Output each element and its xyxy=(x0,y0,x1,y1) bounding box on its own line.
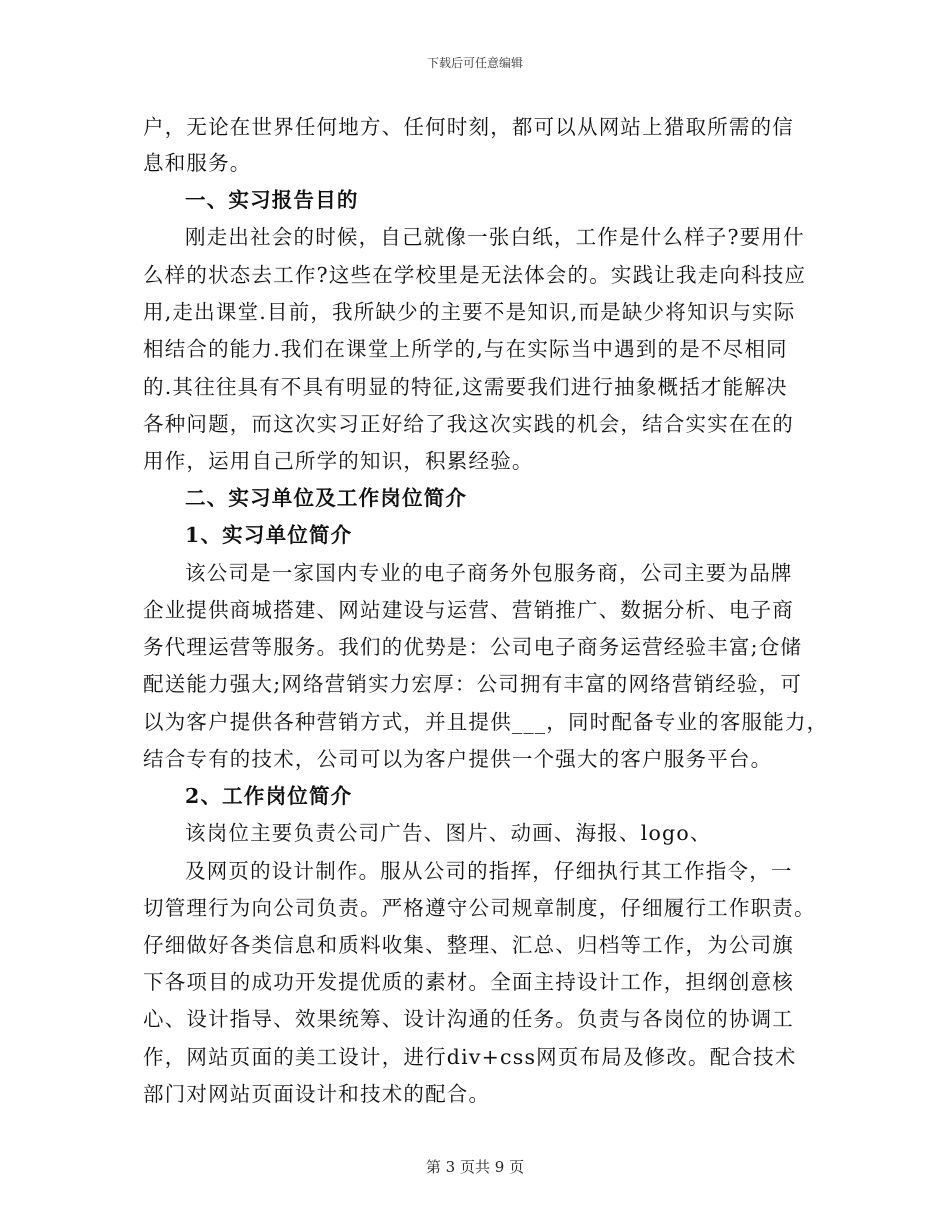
paragraph-start: 该公司是一家国内专业的电子商务外包服务商，公司主要为品牌 xyxy=(185,561,793,585)
body-line: 的.其往往具有不具有明显的特征,这需要我们进行抽象概括才能解决 xyxy=(143,375,788,399)
body-line: 切管理行为向公司负责。严格遵守公司规章制度，仔细履行工作职责。 xyxy=(143,896,816,920)
body-line: 下各项目的成功开发提优质的素材。全面主持设计工作，担纲创意核 xyxy=(143,970,794,994)
body-line: 心、设计指导、效果统筹、设计沟通的任务。负责与各岗位的协调工 xyxy=(143,1007,794,1031)
body-line: 以为客户提供各种营销方式，并且提供___，同时配备专业的客服能力， xyxy=(143,710,829,734)
body-line: 各种问题，而这次实习正好给了我这次实践的机会，结合实实在在的 xyxy=(143,412,794,436)
page-footer: 第 3 页共 9 页 xyxy=(425,1158,525,1176)
body-line: 务代理运营等服务。我们的优势是：公司电子商务运营经验丰富;仓储 xyxy=(143,635,803,659)
subsection-heading: 1、实习单位简介 xyxy=(185,523,353,547)
body-line: 么样的状态去工作?这些在学校里是无法体会的。实践让我走向科技应 xyxy=(143,263,807,287)
body-line: 部门对网站页面设计和技术的配合。 xyxy=(143,1082,491,1106)
body-line: 及网页的设计制作。服从公司的指挥，仔细执行其工作指令，一 xyxy=(185,859,793,883)
body-line: 配送能力强大;网络营销实力宏厚：公司拥有丰富的网络营销经验，可 xyxy=(143,672,803,696)
subsection-heading: 2、工作岗位简介 xyxy=(185,784,353,808)
body-line: 仔细做好各类信息和质料收集、整理、汇总、归档等工作，为公司旗 xyxy=(143,933,794,957)
section-heading: 一、实习报告目的 xyxy=(185,188,359,212)
paragraph-start: 刚走出社会的时候，自己就像一张白纸，工作是什么样子?要用什 xyxy=(185,225,805,249)
body-line: 作，网站页面的美工设计，进行div+css网页布局及修改。配合技术 xyxy=(143,1045,797,1069)
body-line: 结合专有的技术，公司可以为客户提供一个强大的客户服务平台。 xyxy=(143,747,773,771)
paragraph-start: 该岗位主要负责公司广告、图片、动画、海报、logo、 xyxy=(185,821,712,845)
body-line: 用,走出课堂.目前，我所缺少的主要不是知识,而是缺少将知识与实际 xyxy=(143,300,796,324)
body-line: 息和服务。 xyxy=(143,151,252,175)
body-line: 户，无论在世界任何地方、任何时刻，都可以从网站上猎取所需的信 xyxy=(143,115,794,139)
body-line: 相结合的能力.我们在课堂上所学的,与在实际当中遇到的是不尽相同 xyxy=(143,337,788,361)
body-line: 企业提供商城搭建、网站建设与运营、营销推广、数据分析、电子商 xyxy=(143,598,794,622)
section-heading: 二、实习单位及工作岗位简介 xyxy=(185,486,468,510)
body-line: 用作，运用自己所学的知识，积累经验。 xyxy=(143,449,534,473)
page-header: 下载后可任意编辑 xyxy=(426,56,523,70)
